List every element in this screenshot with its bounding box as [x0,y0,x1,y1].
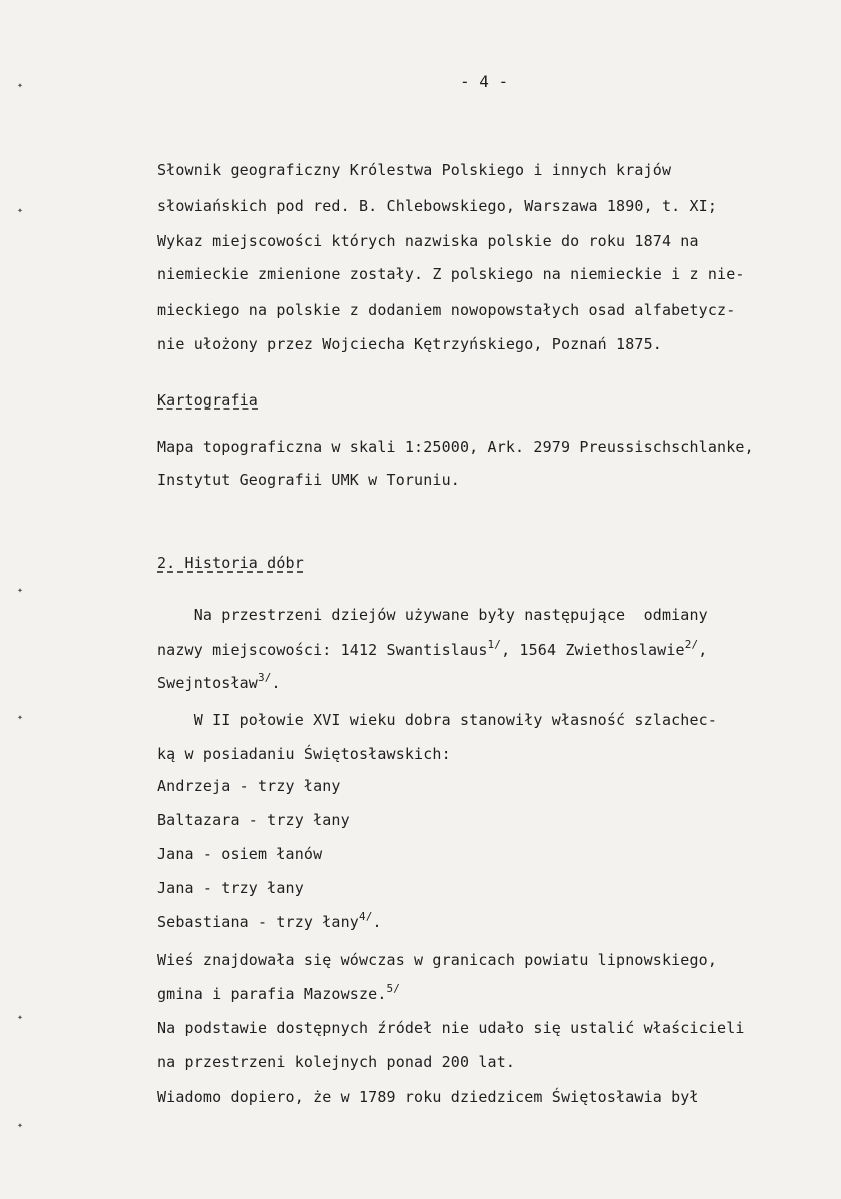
footnote-ref: 1/ [487,638,502,651]
text-span: nazwy miejscowości: 1412 Swantislaus [157,641,488,659]
text-span: . [271,674,281,692]
paragraph-line [157,640,707,660]
history-heading: 2. Historia dóbr [157,554,304,572]
text-span: Sebastiana - trzy łany [157,913,359,931]
cartography-line: Instytut Geografii UMK w Toruniu. [157,471,460,489]
margin-mark: ✦ [17,80,24,91]
owner-item: Jana - osiem łanów [157,845,323,863]
paragraph-line: Wiadomo dopiero, że w 1789 roku dziedzicem Świętosławia był [157,1088,699,1106]
paragraph-line: ką w posiadaniu Świętosławskich: [157,745,451,763]
margin-mark: ✦ [17,1120,24,1131]
bibliography-line: Słownik geograficzny Królestwa Polskiego i innych krajów [157,161,672,179]
text-span: , [698,641,708,659]
bibliography-line: mieckiego na polskie z dodaniem nowopowstałych osad alfabetycz- [157,301,736,319]
paragraph-line: W II połowie XVI wieku dobra stanowiły własność szlachec- [157,711,718,729]
cartography-heading: Kartografia [157,391,258,409]
owner-item: Andrzeja - trzy łany [157,777,341,795]
paragraph-line: Na przestrzeni dziejów używane były następujące odmiany [157,606,708,624]
text-span: . [372,913,382,931]
page-number: - 4 - [460,72,509,91]
bibliography-line: nie ułożony przez Wojciecha Kętrzyńskiego, Poznań 1875. [157,335,662,353]
text-span: Swejntosław [157,674,258,692]
footnote-ref: 3/ [258,671,272,684]
margin-mark: ✦ [17,1012,24,1023]
text-span: , 1564 Zwiethoslawie [501,641,685,659]
cartography-line: Mapa topograficzna w skali 1:25000, Ark. 2979 Preussischschlanke, [157,438,754,456]
owner-item [157,912,382,932]
owner-item: Baltazara - trzy łany [157,811,350,829]
footnote-ref: 5/ [386,982,401,995]
margin-mark: ✦ [17,205,24,216]
text-span: gmina i parafia Mazowsze. [157,985,387,1003]
paragraph-line: na przestrzeni kolejnych ponad 200 lat. [157,1053,516,1071]
bibliography-line: Wykaz miejscowości których nazwiska polskie do roku 1874 na [157,232,699,250]
paragraph-line: Na podstawie dostępnych źródeł nie udało się ustalić właścicieli [157,1019,745,1037]
paragraph-line [157,673,281,693]
paragraph-line [157,984,400,1004]
owner-item: Jana - trzy łany [157,879,304,897]
paragraph-line: Wieś znajdowała się wówczas w granicach powiatu lipnowskiego, [157,951,718,969]
margin-mark: ✦ [17,585,24,596]
footnote-ref: 2/ [684,638,699,651]
margin-mark: ✦ [17,712,24,723]
bibliography-line: niemieckie zmienione zostały. Z polskiego na niemieckie i z nie- [157,265,745,283]
bibliography-line: słowiańskich pod red. B. Chlebowskiego, Warszawa 1890, t. XI; [157,197,718,215]
footnote-ref: 4/ [358,910,373,923]
